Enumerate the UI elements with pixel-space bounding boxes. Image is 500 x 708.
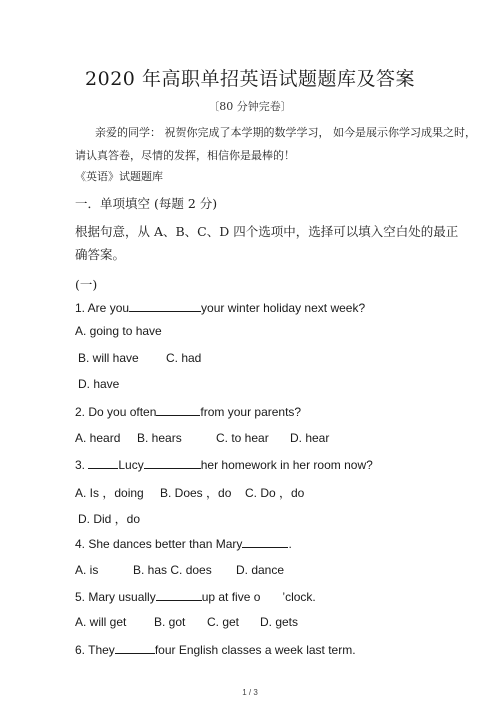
question-3-stem — [75, 457, 373, 472]
question-text: 1. Are you — [75, 301, 130, 315]
answer-blank — [115, 642, 155, 654]
question-text: Lucy — [118, 458, 144, 472]
question-4-option-bc: B. has C. does — [133, 563, 212, 577]
question-text: ’clock. — [282, 590, 316, 604]
question-4-stem — [75, 536, 292, 551]
question-1-option-c: C. had — [166, 351, 202, 365]
question-1-stem — [75, 300, 365, 315]
question-text: from your parents? — [200, 405, 302, 419]
answer-blank — [242, 536, 288, 548]
question-text: her homework in her room now? — [200, 458, 373, 472]
document-title: 2020 年高职单招英语试题题库及答案 — [85, 68, 415, 90]
part-label: (一) — [75, 277, 98, 292]
question-1-option-d: D. have — [78, 377, 120, 391]
question-2-option-b: B. hears — [137, 431, 182, 445]
question-5-stem — [75, 589, 316, 604]
question-5-option-c: C. get — [207, 615, 240, 629]
question-5-option-b: B. got — [154, 615, 186, 629]
question-4-option-d: D. dance — [236, 563, 285, 577]
question-1-option-b: B. will have — [78, 351, 139, 365]
intro-line-1: 亲爱的同学： 祝贺你完成了本学期的数学学习， 如今是展示你学习成果之时， — [95, 126, 476, 139]
question-text: up at five o — [201, 590, 261, 604]
question-3-option-b: B. Does ，do — [160, 486, 232, 500]
section-heading: 一．单项填空 (每题 2 分) — [75, 196, 218, 211]
answer-blank — [88, 457, 118, 469]
answer-blank — [156, 589, 202, 601]
question-3-option-a: A. Is ，doing — [75, 486, 144, 500]
question-2-option-d: D. hear — [290, 431, 330, 445]
document-subtitle: 〔80 分钟完卷〕 — [208, 100, 292, 113]
answer-blank — [129, 300, 201, 312]
question-6-stem — [75, 642, 356, 657]
question-5-option-a: A. will get — [75, 615, 127, 629]
question-4-option-a: A. is — [75, 563, 99, 577]
question-5-option-d: D. gets — [260, 615, 299, 629]
question-text: 4. She dances better than Mary — [75, 537, 243, 551]
answer-blank — [156, 404, 200, 416]
question-2-stem — [75, 404, 301, 419]
question-text: 5. Mary usually — [75, 590, 156, 604]
instructions-line-2: 确答案。 — [75, 247, 126, 262]
question-text: . — [288, 537, 292, 551]
question-3-option-d: D. Did ，do — [78, 512, 141, 526]
question-2-option-a: A. heard — [75, 431, 121, 445]
answer-blank — [144, 457, 201, 469]
question-text: 6. They — [75, 643, 115, 657]
page-number: 1 / 3 — [242, 688, 258, 697]
question-text: four English classes a week last term. — [154, 643, 356, 657]
question-3-option-c: C. Do ，do — [245, 486, 305, 500]
book-title: 《英语》试题题库 — [75, 170, 163, 183]
question-text: 2. Do you often — [75, 405, 157, 419]
question-text: 3. — [75, 458, 86, 472]
instructions-line-1: 根据句意，从 A、B、C、D 四个选项中，选择可以填入空白处的最正 — [75, 224, 459, 239]
intro-line-2: 请认真答卷，尽情的发挥，相信你是最棒的！ — [75, 149, 295, 162]
question-1-option-a: A. going to have — [75, 324, 162, 338]
question-2-option-c: C. to hear — [216, 431, 269, 445]
question-text: your winter holiday next week? — [201, 301, 366, 315]
